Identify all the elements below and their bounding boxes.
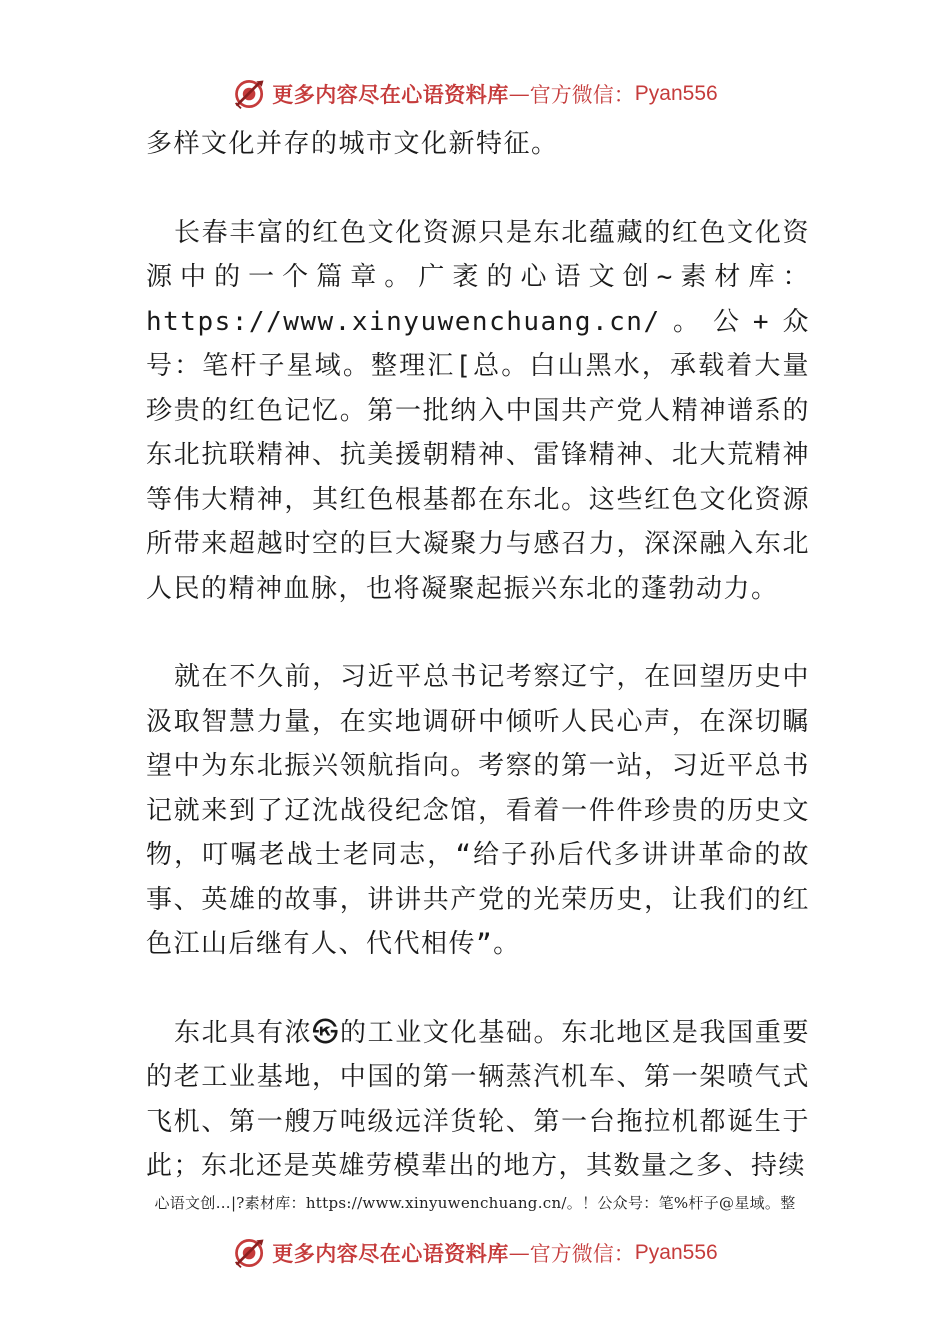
banner-wechat-label: 官方微信： bbox=[529, 1242, 635, 1266]
continuation-line: 多样文化并存的城市文化新特征。 bbox=[146, 129, 559, 159]
footer-banner bbox=[0, 1233, 950, 1273]
banner-title: 更多内容尽在心语资料库 bbox=[272, 1241, 509, 1266]
banner-wechat-id: Pyan556 bbox=[634, 1241, 718, 1264]
paragraph-liaoning-visit: 就在不久前，习近平总书记考察辽宁，在回望历史中汲取智慧力量，在实地调研中倾听人民心声，在深切瞩望中为东北振兴领航指向。考察的第一站，习近平总书记就来到了辽沈战役纪念馆，看着一件件珍贵的历史文物，叮嘱老战士老同志，“给子孙后代多讲讲革命的故事、英雄的故事，讲讲共产党的光荣历史，让我们的红色江山后继有人、代代相传”。 bbox=[146, 662, 810, 959]
document-body bbox=[146, 122, 810, 1189]
header-banner bbox=[0, 74, 950, 114]
banner-dash: — bbox=[508, 1241, 530, 1265]
banner-title: 更多内容尽在心语资料库 bbox=[272, 82, 509, 107]
logo-icon bbox=[232, 1235, 268, 1271]
banner-wechat-label: 官方微信： bbox=[529, 83, 635, 107]
banner-wechat-id: Pyan556 bbox=[634, 82, 718, 105]
logo-icon bbox=[232, 76, 268, 112]
paragraph-red-culture: 长春丰富的红色文化资源只是东北蕴藏的红色文化资源中的一个篇章。广袤的心语文创~素材库：https://www.xinyuwenchuang.cn/。公+众号：笔杆子星域。整理汇[总。白山黑水，承载着大量珍贵的红色记忆。第一批纳入中国共产党人精神谱系的东北抗联精神、抗美援朝精神、雷锋精神、北大荒精神等伟大精神，其红色根基都在东北。这些红色文化资源所带来超越时空的巨大凝聚力与感召力，深深融入东北人民的精神血脉，也将凝聚起振兴东北的蓬勃动力。 bbox=[146, 217, 810, 604]
footer-watermark-text: 心语文创…|?素材库：https://www.xinyuwenchuang.cn/。！公众号：笔%杆子@星域。整 bbox=[154, 1194, 796, 1212]
paragraph-industrial-culture: 东北具有浓㉿的工业文化基础。东北地区是我国重要的老工业基地，中国的第一辆蒸汽机车、第一架喷气式飞机、第一艘万吨级远洋货轮、第一台拖拉机都诞生于此；东北还是英雄劳模辈出的地方，其数量之多、持续 bbox=[146, 1017, 810, 1181]
banner-dash: — bbox=[508, 82, 530, 106]
